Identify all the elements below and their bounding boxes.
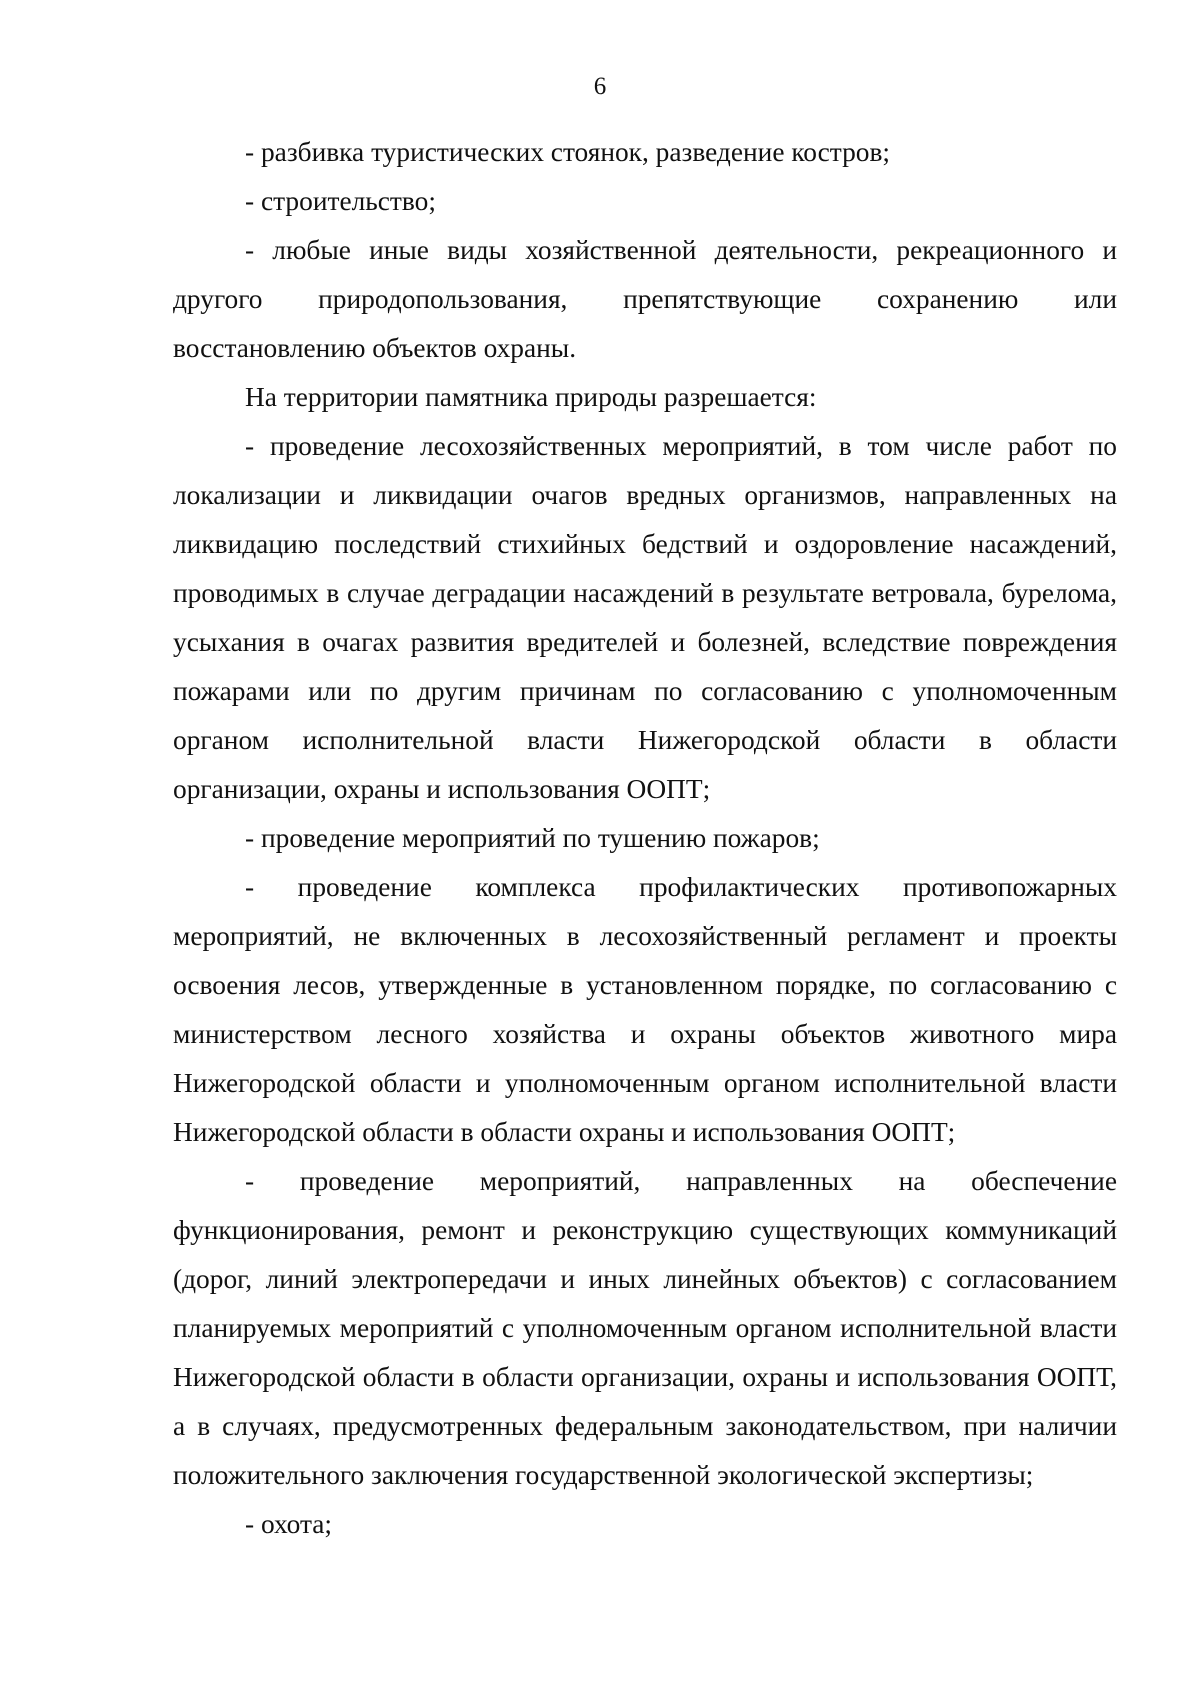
- paragraph-allowed-infrastructure: - проведение мероприятий, направленных на обеспечение функционирования, ремонт и реконструкцию существующих коммуникаций (дорог, линий электропередачи и иных линейных объектов) с согласованием планируемых мероприятий с уполномоченным органом исполнительной власти Нижегородской области в области организации, охраны и использования ООПТ, а в случаях, предусмотренных федеральным законодательством, при наличии положительного заключения государственной экологической экспертизы;: [173, 1166, 1117, 1490]
- paragraph-allowed-firefighting: - проведение мероприятий по тушению пожаров;: [245, 823, 820, 853]
- paragraph-allowed-forestry: - проведение лесохозяйственных мероприятий, в том числе работ по локализации и ликвидации очагов вредных организмов, направленных на ликвидацию последствий стихийных бедствий и оздоровление насаждений, проводимых в случае деградации насаждений в результате ветровала, бурелома, усыхания в очагах развития вредителей и болезней, вследствие повреждения пожарами или по другим причинам по согласованию с уполномоченным органом исполнительной власти Нижегородской области в области организации, охраны и использования ООПТ;: [173, 431, 1117, 804]
- paragraph-allowed-heading: На территории памятника природы разрешается:: [245, 382, 817, 412]
- paragraph-prohibited-camping: - разбивка туристических стоянок, разведение костров;: [245, 137, 891, 167]
- paragraph-prohibited-construction: - строительство;: [245, 186, 436, 216]
- paragraph-allowed-hunting: - охота;: [245, 1509, 333, 1539]
- document-body: [173, 128, 1117, 1549]
- paragraph-allowed-fire-prevention: - проведение комплекса профилактических противопожарных мероприятий, не включенных в лесохозяйственный регламент и проекты освоения лесов, утвержденные в установленном порядке, по согласованию с министерством лесного хозяйства и охраны объектов животного мира Нижегородской области и уполномоченным органом исполнительной власти Нижегородской области в области охраны и использования ООПТ;: [173, 872, 1117, 1147]
- paragraph-prohibited-other-activities: - любые иные виды хозяйственной деятельности, рекреационного и другого природопользования, препятствующие сохранению или восстановлению объектов охраны.: [173, 235, 1117, 363]
- page-number: 6: [593, 73, 607, 100]
